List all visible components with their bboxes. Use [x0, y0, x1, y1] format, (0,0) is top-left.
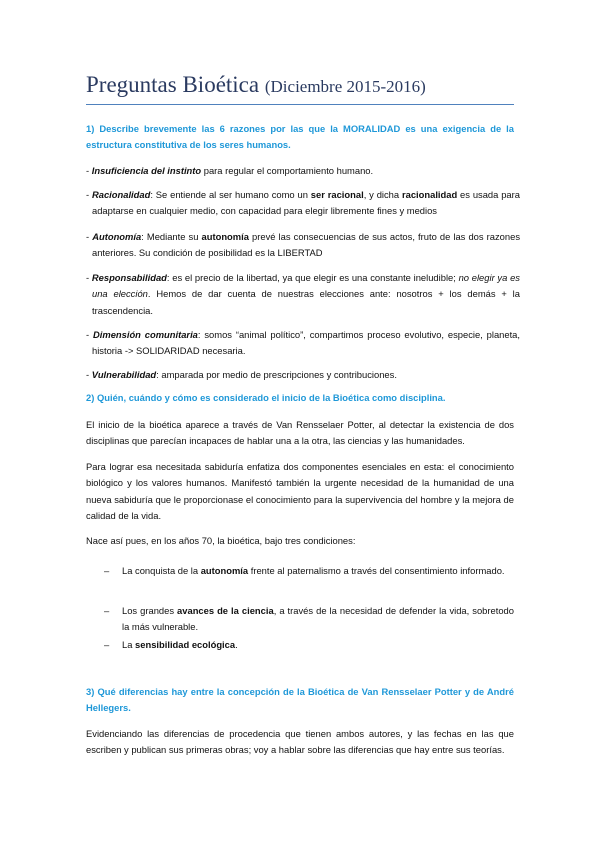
paragraph-origin: El inicio de la bioética aparece a través de Van Rensselaer Potter, al detectar la existencia de dos disciplinas que parecían incapaces de hablar una a la otra, las ciencias y las humanidades. [86, 419, 514, 447]
reason-4: - Responsabilidad: es el precio de la libertad, ya que elegir es una constante ineludible; no elegir ya es una elección. Hemos de dar cuenta de nuestras elecciones ante: nosotros + los demás + la trascendencia. [86, 272, 520, 316]
question-1: 1) Describe brevemente las 6 razones por las que la MORALIDAD es una exigencia de la estructura constitutiva de los seres humanos. [86, 123, 514, 151]
title-main: Preguntas Bioética [86, 72, 260, 97]
question-3: 3) Qué diferencias hay entre la concepción de la Bioética de Van Rensselaer Potter y de André Hellegers. [86, 686, 514, 714]
paragraph-wisdom: Para lograr esa necesitada sabiduría enfatiza dos componentes esenciales en esta: el conocimiento biológico y los valores humanos. Manifestó también la urgente necesidad de la humanidad de una nueva sabiduría que le proporcionase el conocimiento para la supervivencia del hombre y la mejora de calidad de la vida. [86, 461, 514, 521]
condition-2: – Los grandes avances de la ciencia, a través de la necesidad de defender la vida, sobretodo la más vulnerable. [104, 605, 514, 633]
reason-2: - Racionalidad: Se entiende al ser humano como un ser racional, y dicha racionalidad es usada para adaptarse en cualquier medio, con capacidad para elegir libremente fines y medios [86, 189, 520, 217]
paragraph-differences: Evidenciando las diferencias de procedencia que tienen ambos autores, y las fechas en las que escriben y publican sus primeras obras; voy a hablar sobre las diferencias que hay entre sus teorías. [86, 728, 514, 756]
condition-1: – La conquista de la autonomía frente al paternalismo a través del consentimiento informado. [104, 565, 505, 576]
reason-5: - Dimensión comunitaria: somos “animal político”, compartimos proceso evolutivo, especie, planeta, historia -> SOLIDARIDAD necesaria. [86, 329, 521, 357]
reason-3: - Autonomía: Mediante su autonomía prevé las consecuencias de sus actos, fruto de las dos razones anteriores. Su condición de posibilidad es la LIBERTAD [86, 231, 521, 259]
reason-1: - Insuficiencia del instinto para regular el comportamiento humano. [86, 165, 374, 176]
title-underline [86, 104, 514, 105]
title-date: (Diciembre 2015-2016) [264, 77, 426, 96]
paragraph-conditions-intro: Nace así pues, en los años 70, la bioética, bajo tres condiciones: [86, 535, 356, 546]
condition-3: – La sensibilidad ecológica. [104, 639, 238, 650]
question-2: 2) Quién, cuándo y cómo es considerado el inicio de la Bioética como disciplina. [86, 392, 446, 403]
reason-6: - Vulnerabilidad: amparada por medio de prescripciones y contribuciones. [86, 369, 397, 380]
document-title [86, 72, 516, 98]
